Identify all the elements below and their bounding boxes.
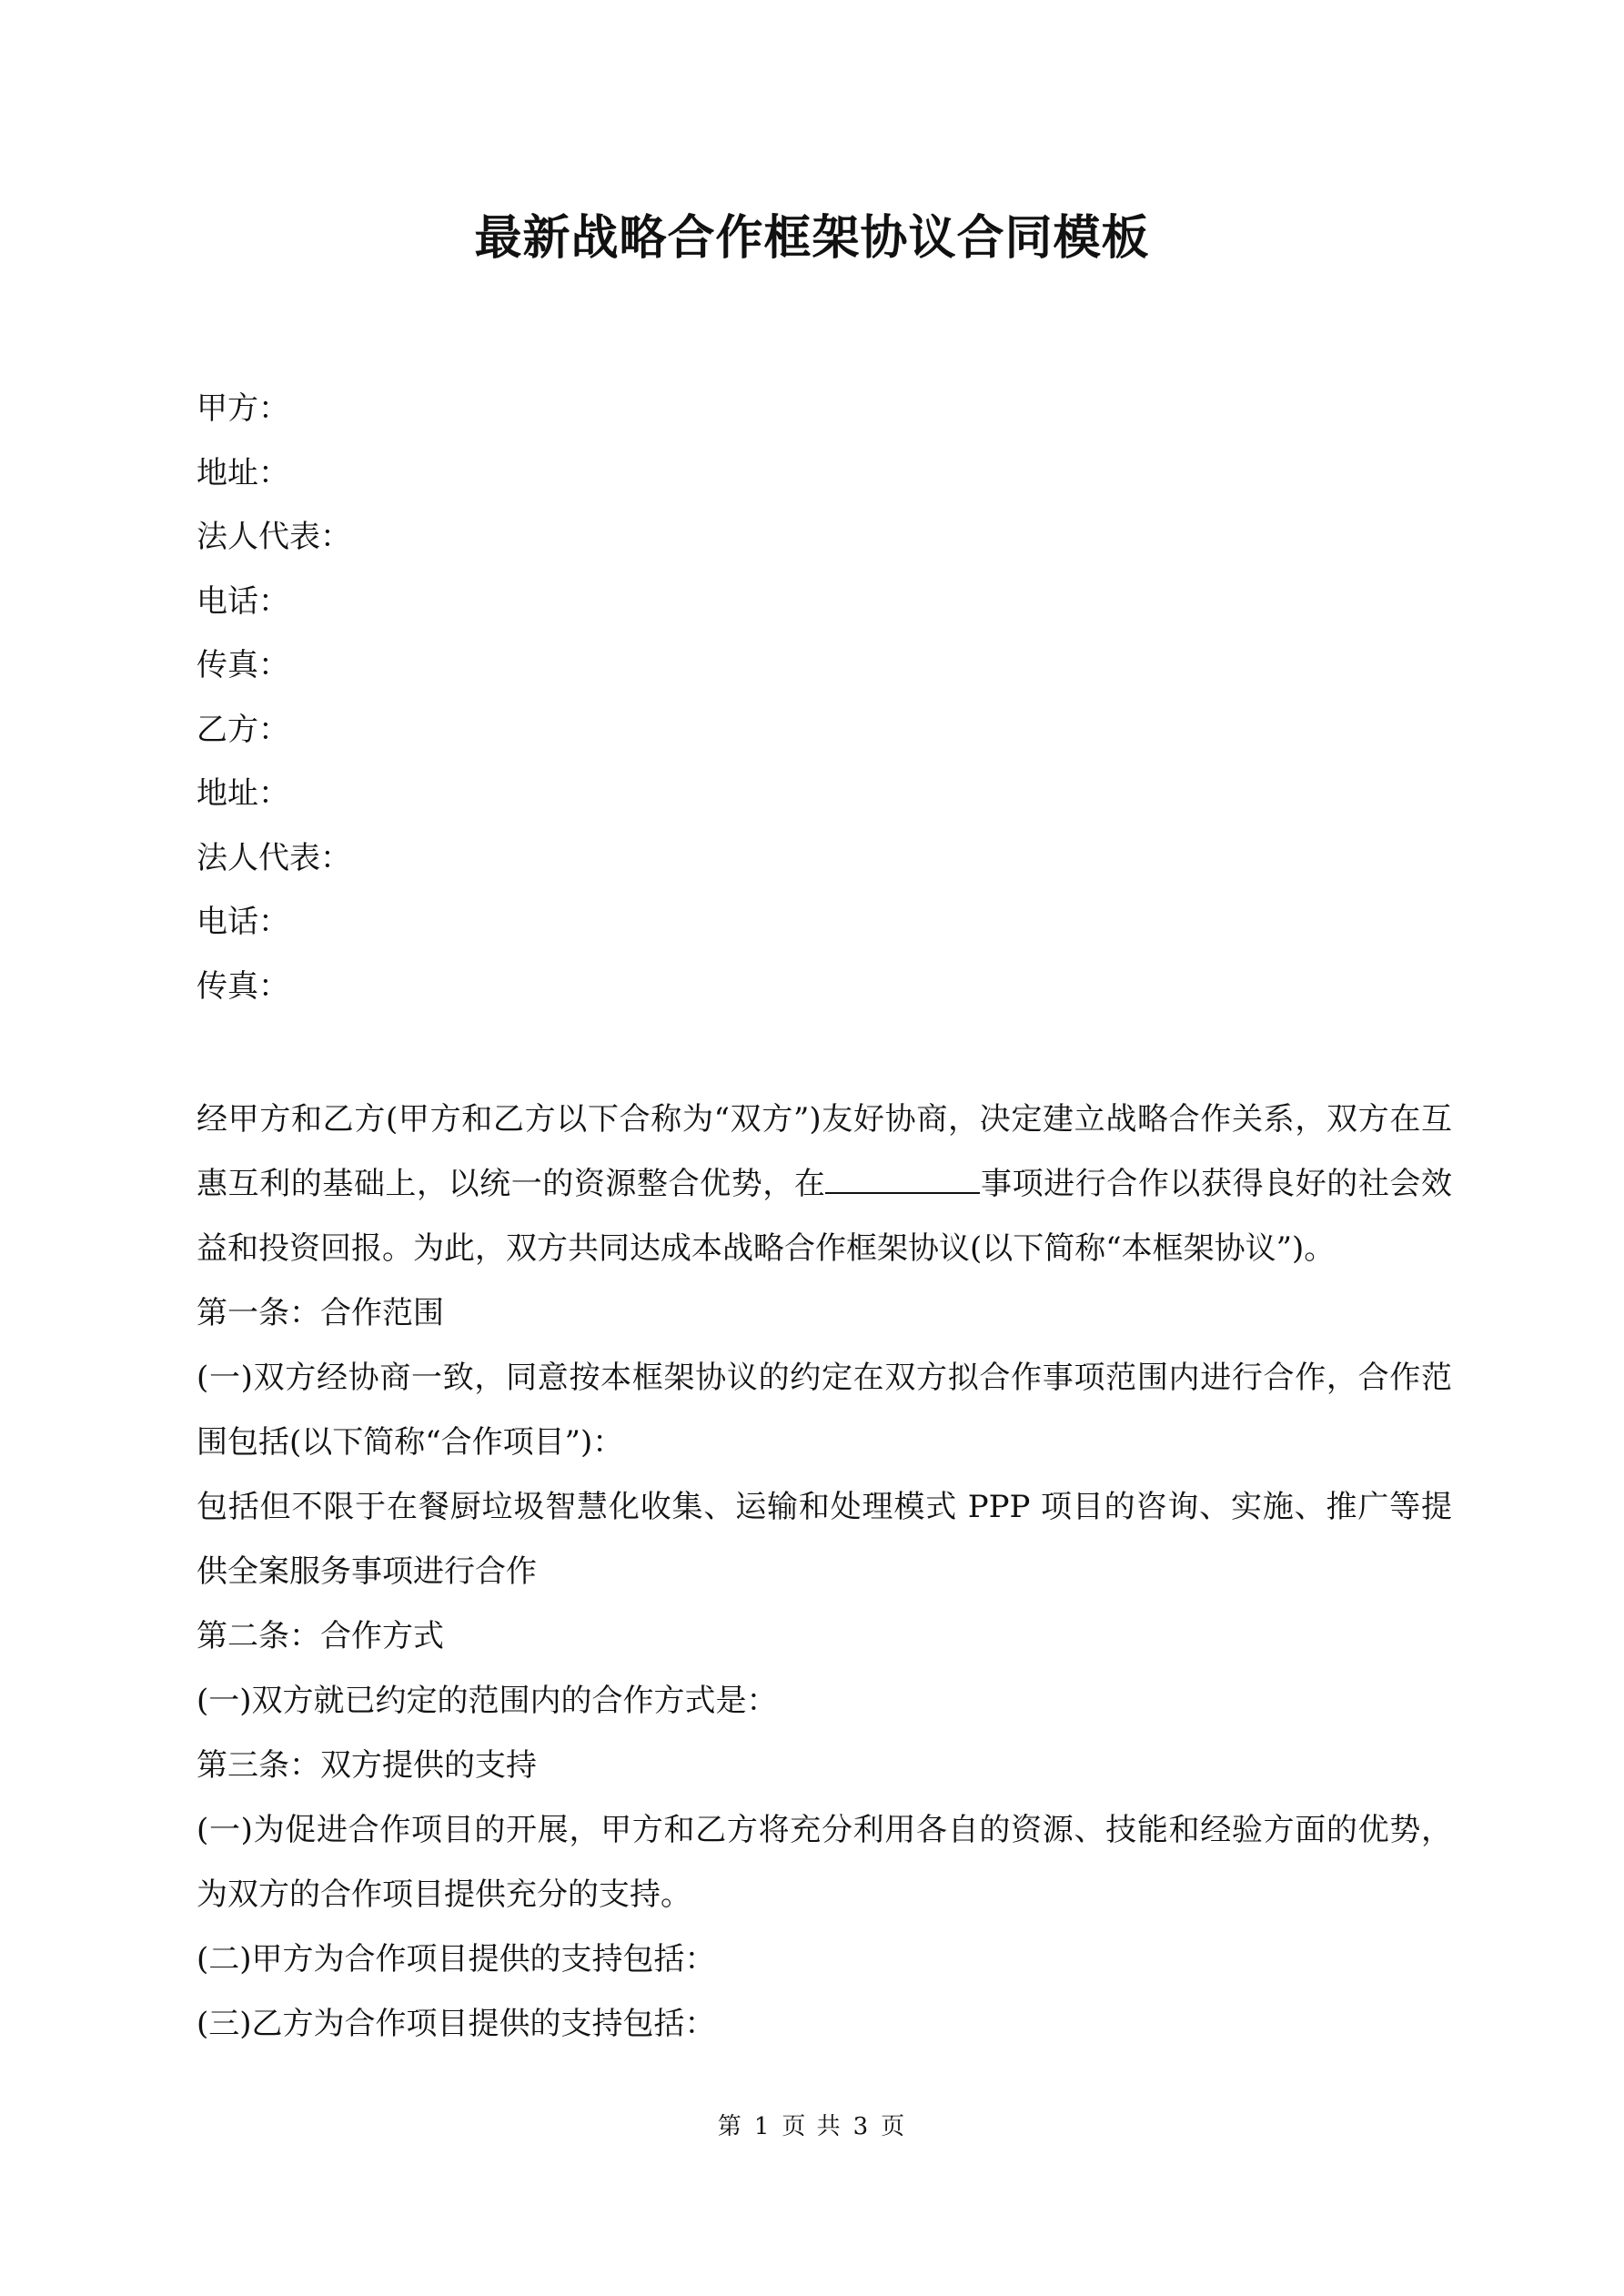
party-b-legal-rep-label: 法人代表： [197,839,351,876]
party-info-section [197,377,1452,1018]
clause-heading: 第一条：合作范围 [197,1295,444,1331]
party-b-address-label: 地址： [197,775,289,812]
footer-prefix: 第 [717,2113,743,2140]
party-a-address-label: 地址： [197,454,289,491]
current-page-number: 1 [753,2113,772,2140]
total-page-count: 3 [852,2113,871,2140]
agreement-body [197,1087,1452,2057]
clause-paragraph: (二)甲方为合作项目提供的支持包括： [197,1941,716,1977]
party-a-label: 甲方： [197,390,289,427]
clause-paragraph: 包括但不限于在餐厨垃圾智慧化收集、运输和处理模式 PPP 项目的咨询、实施、推广等提供全案服务事项进行合作 [197,1489,1452,1590]
intro-text-after-blank: 事项进行合作以获得良好的社会效益和投资回报。为此，双方共同达成本战略合作框架协议(以下简称“本框架协议”)。 [197,1166,1453,1267]
party-b-phone-label: 电话： [197,904,289,940]
clause-paragraph: (三)乙方为合作项目提供的支持包括： [197,2006,716,2042]
page-footer [0,2108,1624,2141]
clause-heading: 第三条：双方提供的支持 [197,1747,537,1784]
party-a-fax-label: 传真： [197,647,289,683]
intro-text-before-blank: 经甲方和乙方(甲方和乙方以下合称为“双方”)友好协商，决定建立战略合作关系，双方在互惠互利的基础上，以统一的资源整合优势，在 [197,1101,1452,1202]
party-b-fax-label: 传真： [197,967,289,1005]
document-title: 最新战略合作框架协议合同模板 [474,210,1150,266]
clause-heading: 第二条：合作方式 [197,1618,444,1654]
party-a-phone-label: 电话： [197,582,289,620]
party-a-legal-rep-label: 法人代表： [197,519,351,555]
intro-paragraph [197,1087,1452,1281]
clause-paragraph: (一)双方经协商一致，同意按本框架协议的约定在双方拟合作事项范围内进行合作，合作范围包括(以下简称“合作项目”)： [197,1360,1452,1461]
fill-in-blank [825,1165,980,1194]
clause-paragraph: (一)双方就已约定的范围内的合作方式是： [197,1683,778,1719]
footer-suffix: 页 [881,2113,907,2140]
footer-middle: 页 共 [782,2113,842,2140]
party-b-label: 乙方： [197,711,289,748]
clause-paragraph: (一)为促进合作项目的开展，甲方和乙方将充分利用各自的资源、技能和经验方面的优势，为双方的合作项目提供充分的支持。 [197,1812,1452,1913]
